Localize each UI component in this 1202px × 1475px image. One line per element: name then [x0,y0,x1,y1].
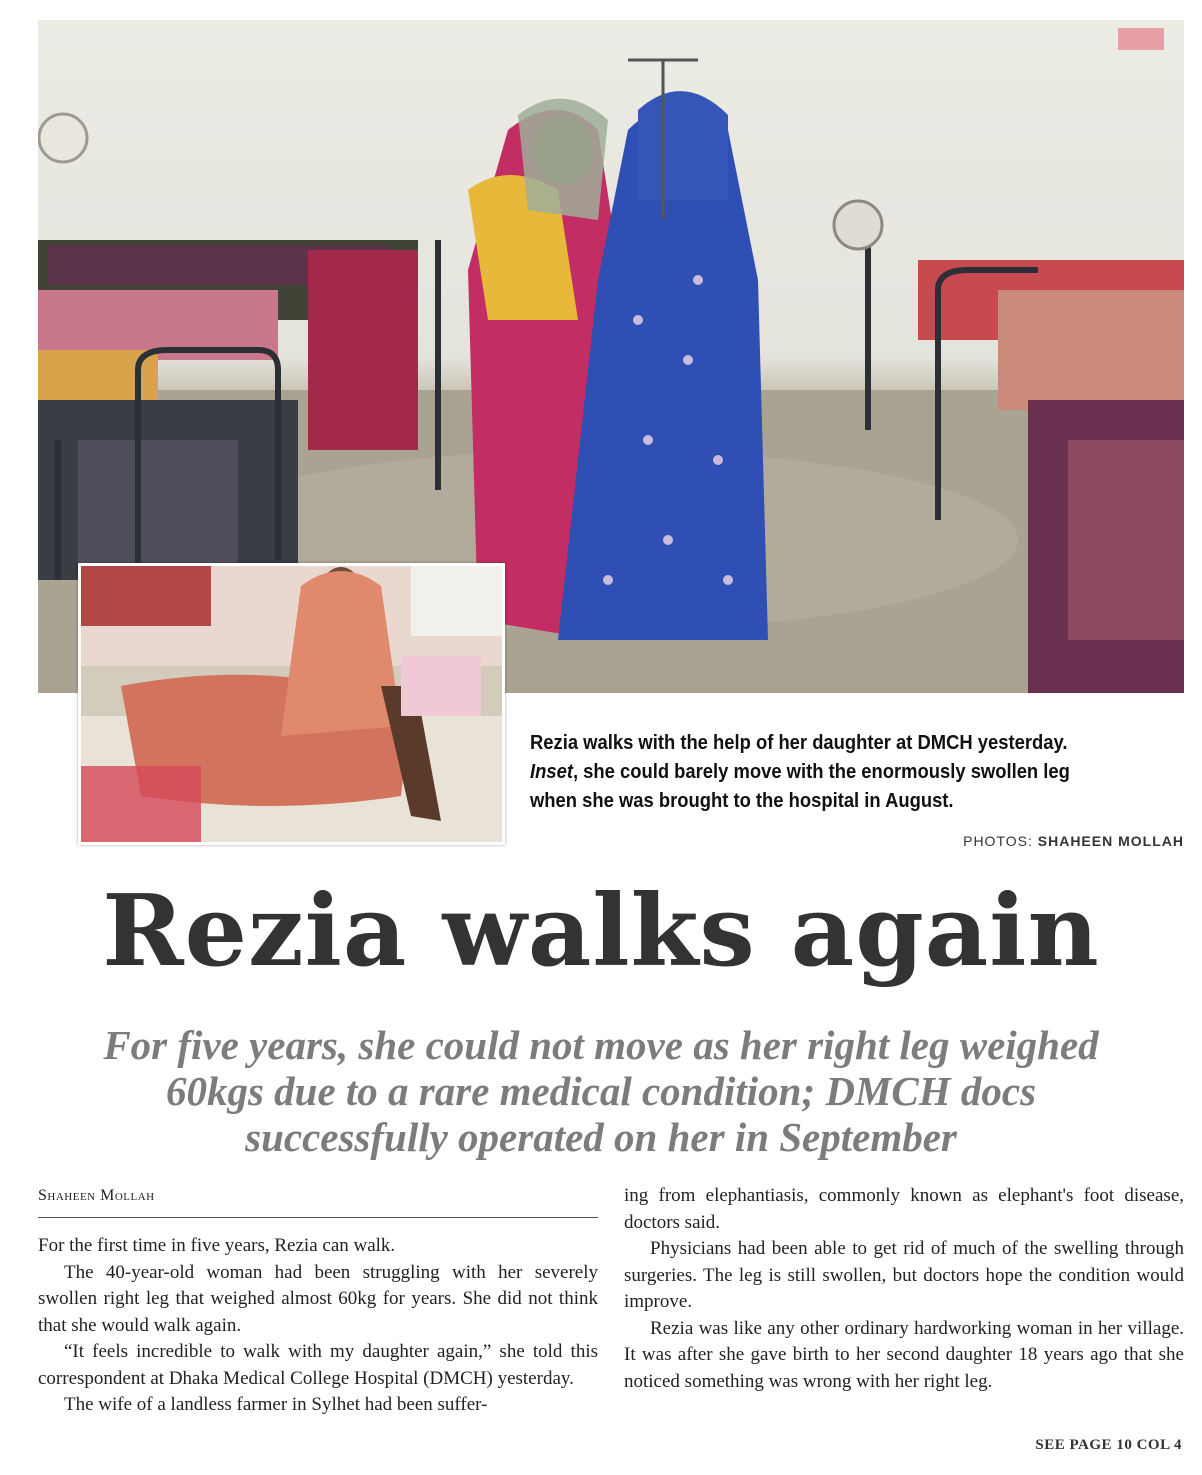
byline-rule [38,1217,598,1218]
body-paragraph: Rezia was like any other ordinary hardworking woman in her village. It was after she gave birth to her second daughter 18 years ago that she noticed something was wrong with her right leg. [624,1317,1184,1392]
byline: Shaheen Mollah [38,1187,155,1204]
photo-credit-name: SHAHEEN MOLLAH [1037,833,1184,849]
deck-subheadline: For five years, she could not move as her right leg weighed 60kgs due to a rare medical condition; DMCH docs successfully operated on her in September [103,1022,1099,1160]
photo-caption [530,729,1128,816]
body-column-1 [38,1233,598,1419]
body-column-2 [624,1183,1184,1395]
headline: Rezia walks again [102,874,1100,989]
inset-photo [78,563,505,845]
body-paragraph: ing from elephantiasis, commonly known as elephant's foot disease, doctors said. [624,1185,1184,1233]
photo-credit [963,833,1184,849]
body-paragraph: “It feels incredible to walk with my daughter again,” she told this correspondent at Dhaka Medical College Hospital (DMCH) yesterday. [38,1341,598,1389]
inset-photo-illustration [81,566,502,842]
body-paragraph: For the first time in five years, Rezia can walk. [38,1235,396,1256]
caption-line-3: when she was brought to the hospital in August. [530,790,954,812]
caption-inset-word: Inset [530,761,573,783]
body-paragraph: The 40-year-old woman had been struggling with her severely swollen right leg that weighed almost 60kg for years. She did not think that she would walk again. [38,1261,598,1336]
body-paragraph: Physicians had been able to get rid of much of the swelling through surgeries. The leg is still swollen, but doctors hope the condition would improve. [624,1238,1184,1312]
photo-credit-prefix: PHOTOS: [963,833,1033,849]
body-paragraph: The wife of a landless farmer in Sylhet had been suffer- [64,1394,488,1415]
caption-line-1: Rezia walks with the help of her daughter at DMCH yesterday. [530,732,1068,754]
jump-line[interactable]: SEE PAGE 10 COL 4 [1035,1437,1182,1453]
caption-line-2 [530,758,1128,787]
caption-line-2-rest: , she could barely move with the enormously swollen leg [572,761,1070,783]
